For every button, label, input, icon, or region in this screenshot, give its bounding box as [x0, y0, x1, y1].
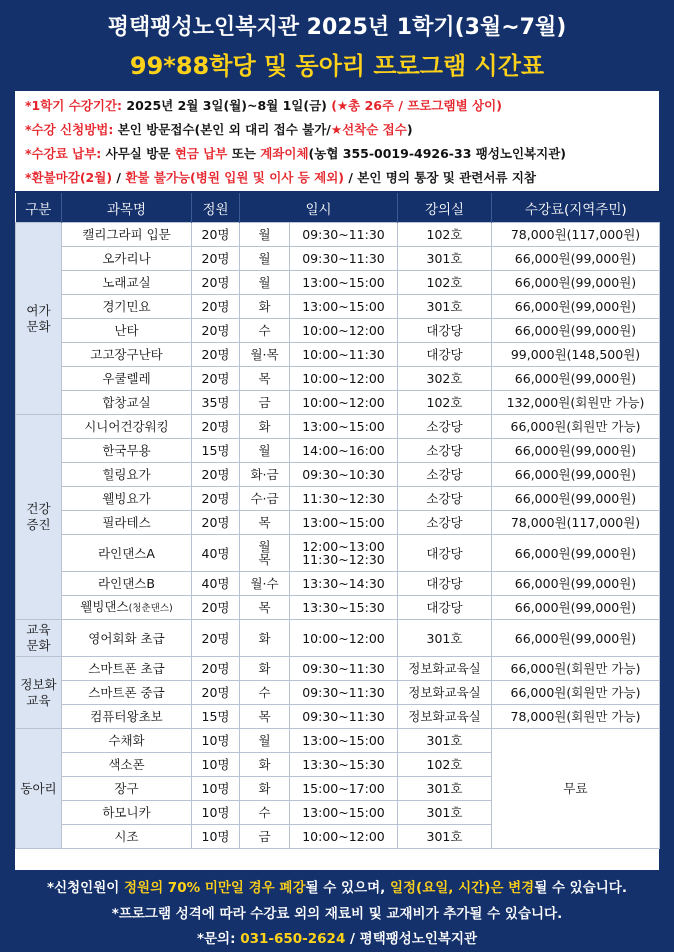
fee-cell: 66,000원(99,000원): [492, 367, 660, 391]
capacity-cell: 20명: [192, 620, 240, 657]
capacity-cell: 20명: [192, 657, 240, 681]
time-cell: 09:30~10:30: [290, 463, 398, 487]
time-cell: 13:00~15:00: [290, 801, 398, 825]
subject-cell: 색소폰: [62, 753, 192, 777]
table-row: [16, 681, 660, 705]
subject-cell: 컴퓨터왕초보: [62, 705, 192, 729]
room-cell: 소강당: [398, 439, 492, 463]
fee-cell: 66,000원(99,000원): [492, 572, 660, 596]
time-cell: 09:30~11:30: [290, 657, 398, 681]
room-cell: 301호: [398, 777, 492, 801]
subject-cell: 웰빙요가: [62, 487, 192, 511]
time-cell: 10:00~11:30: [290, 343, 398, 367]
table-row: [16, 705, 660, 729]
day-cell: 화: [240, 295, 290, 319]
table-row: [16, 223, 660, 247]
subject-cell: 한국무용: [62, 439, 192, 463]
room-cell: 102호: [398, 223, 492, 247]
capacity-cell: 40명: [192, 572, 240, 596]
footer-notice-materials: *프로그램 성격에 따라 수강료 외의 재료비 및 교재비가 추가될 수 있습니다.: [111, 906, 563, 922]
time-cell: 12:00~13:00 11:30~12:30: [290, 535, 398, 572]
footer-contact-phone: 031-650-2624: [240, 931, 346, 947]
day-cell: 월: [240, 439, 290, 463]
day-cell: 목: [240, 705, 290, 729]
room-cell: 소강당: [398, 511, 492, 535]
table-row: [16, 657, 660, 681]
subject-cell: 노래교실: [62, 271, 192, 295]
table-row: [16, 729, 660, 753]
fee-cell: 66,000원(99,000원): [492, 319, 660, 343]
capacity-cell: 15명: [192, 705, 240, 729]
subject-cell: 합창교실: [62, 391, 192, 415]
info-apply-label: *수강 신청방법:: [25, 122, 118, 137]
header-subject: 과목명: [62, 193, 192, 223]
subject-cell: 필라테스: [62, 511, 192, 535]
capacity-cell: 20명: [192, 596, 240, 620]
table-header-row: [16, 193, 660, 223]
room-cell: 대강당: [398, 572, 492, 596]
room-cell: 301호: [398, 295, 492, 319]
subject-cell: 영어회화 초급: [62, 620, 192, 657]
room-cell: 301호: [398, 247, 492, 271]
day-cell: 수: [240, 801, 290, 825]
capacity-cell: 20명: [192, 681, 240, 705]
fee-cell: 78,000원(회원만 가능): [492, 705, 660, 729]
time-cell: 09:30~11:30: [290, 705, 398, 729]
table-row: [16, 271, 660, 295]
day-cell: 금: [240, 825, 290, 849]
table-row: [16, 391, 660, 415]
fee-cell: 66,000원(회원만 가능): [492, 415, 660, 439]
category-cell: 동아리: [16, 729, 62, 849]
day-cell: 목: [240, 596, 290, 620]
fee-cell: 무료: [492, 729, 660, 849]
table-row: [16, 367, 660, 391]
footer: [0, 872, 674, 952]
room-cell: 대강당: [398, 535, 492, 572]
room-cell: 소강당: [398, 415, 492, 439]
subject-cell: 시조: [62, 825, 192, 849]
time-cell: 09:30~11:30: [290, 247, 398, 271]
time-cell: 13:00~15:00: [290, 511, 398, 535]
time-cell: 09:30~11:30: [290, 223, 398, 247]
subject-cell: 라인댄스A: [62, 535, 192, 572]
header-schedule: 일시: [240, 193, 398, 223]
info-apply-value: 본인 방문접수(본인 외 대리 접수 불가/: [117, 122, 331, 137]
day-cell: 월: [240, 223, 290, 247]
room-cell: 302호: [398, 367, 492, 391]
category-cell: 건강 증진: [16, 415, 62, 620]
capacity-cell: 20명: [192, 343, 240, 367]
subject-cell: 웰빙댄스(청춘댄스): [62, 596, 192, 620]
info-payment: [25, 144, 566, 162]
footer-notice-cancel-c: 될 수 있으며,: [305, 880, 390, 896]
info-payment-account: (농협 355-0019-4926-33 팽성노인복지관): [308, 146, 566, 161]
room-cell: 정보화교육실: [398, 657, 492, 681]
day-cell: 월·목: [240, 343, 290, 367]
room-cell: 301호: [398, 620, 492, 657]
fee-cell: 66,000원(99,000원): [492, 596, 660, 620]
capacity-cell: 20명: [192, 295, 240, 319]
footer-notice-cancel-a: *신청인원이: [47, 880, 124, 896]
fee-cell: 66,000원(99,000원): [492, 535, 660, 572]
time-cell: 10:00~12:00: [290, 319, 398, 343]
fee-cell: 66,000원(회원만 가능): [492, 657, 660, 681]
fee-cell: 78,000원(117,000원): [492, 511, 660, 535]
capacity-cell: 40명: [192, 535, 240, 572]
subject-cell: 하모니카: [62, 801, 192, 825]
day-cell: 화: [240, 657, 290, 681]
header-category: 구분: [16, 193, 62, 223]
info-payment-or: 또는: [227, 146, 261, 161]
capacity-cell: 20명: [192, 319, 240, 343]
info-apply-close: ): [406, 122, 413, 137]
table-row: [16, 415, 660, 439]
time-cell: 13:30~15:30: [290, 753, 398, 777]
room-cell: 소강당: [398, 463, 492, 487]
subject-cell: 시니어건강워킹: [62, 415, 192, 439]
time-cell: 13:30~15:30: [290, 596, 398, 620]
room-cell: 정보화교육실: [398, 681, 492, 705]
table-row: [16, 247, 660, 271]
subject-cell: 고고장구난타: [62, 343, 192, 367]
subject-cell: 오카리나: [62, 247, 192, 271]
info-refund-impossible: 환불 불가능(병원 입원 및 이사 등 제외): [125, 170, 344, 185]
time-cell: 13:30~14:30: [290, 572, 398, 596]
footer-contact-org: / 평택팽성노인복지관: [345, 931, 478, 947]
subject-cell: 스마트폰 중급: [62, 681, 192, 705]
fee-cell: 66,000원(99,000원): [492, 487, 660, 511]
info-payment-transfer: 계좌이체: [260, 146, 309, 161]
table-row: [16, 511, 660, 535]
header-capacity: 정원: [192, 193, 240, 223]
footer-contact: [0, 927, 674, 947]
info-apply-note: ★선착순 접수: [330, 122, 407, 137]
table-row: [16, 572, 660, 596]
time-cell: 10:00~12:00: [290, 620, 398, 657]
capacity-cell: 35명: [192, 391, 240, 415]
time-cell: 13:00~15:00: [290, 271, 398, 295]
table-row: [16, 535, 660, 572]
info-period-value: 2025년 2월 3일(월)~8월 1일(금): [126, 98, 332, 113]
fee-cell: 66,000원(99,000원): [492, 295, 660, 319]
time-cell: 14:00~16:00: [290, 439, 398, 463]
info-box: [15, 91, 659, 191]
fee-cell: 78,000원(117,000원): [492, 223, 660, 247]
fee-cell: 66,000원(99,000원): [492, 247, 660, 271]
subject-cell: 스마트폰 초급: [62, 657, 192, 681]
time-cell: 15:00~17:00: [290, 777, 398, 801]
header: [0, 0, 674, 88]
day-cell: 수·금: [240, 487, 290, 511]
info-period: [25, 96, 502, 114]
schedule-table: [15, 193, 660, 849]
capacity-cell: 10명: [192, 729, 240, 753]
capacity-cell: 10명: [192, 753, 240, 777]
title-line2: 99*88학당 및 동아리 프로그램 시간표: [129, 52, 545, 80]
fee-cell: 66,000원(회원만 가능): [492, 681, 660, 705]
day-cell: 월: [240, 247, 290, 271]
table-row: [16, 319, 660, 343]
room-cell: 102호: [398, 753, 492, 777]
day-cell: 화: [240, 753, 290, 777]
capacity-cell: 20명: [192, 247, 240, 271]
day-cell: 금: [240, 391, 290, 415]
time-cell: 10:00~12:00: [290, 391, 398, 415]
fee-cell: 66,000원(99,000원): [492, 271, 660, 295]
subject-cell: 우쿨렐레: [62, 367, 192, 391]
fee-cell: 66,000원(99,000원): [492, 439, 660, 463]
fee-cell: 99,000원(148,500원): [492, 343, 660, 367]
subject-cell: 수채화: [62, 729, 192, 753]
day-cell: 화: [240, 777, 290, 801]
fee-cell: 132,000원(회원만 가능): [492, 391, 660, 415]
subject-note: (청춘댄스): [128, 603, 173, 614]
category-cell: 정보화 교육: [16, 657, 62, 729]
fee-cell: 66,000원(99,000원): [492, 620, 660, 657]
footer-notice-cancel-d: 일정(요일, 시간)은 변경: [389, 880, 535, 896]
room-cell: 대강당: [398, 596, 492, 620]
table-row: [16, 596, 660, 620]
header-room: 강의실: [398, 193, 492, 223]
table-row: [16, 343, 660, 367]
room-cell: 대강당: [398, 319, 492, 343]
capacity-cell: 20명: [192, 463, 240, 487]
subject-cell: 장구: [62, 777, 192, 801]
day-cell: 월 목: [240, 535, 290, 572]
room-cell: 소강당: [398, 487, 492, 511]
time-cell: 13:00~15:00: [290, 729, 398, 753]
capacity-cell: 20명: [192, 223, 240, 247]
room-cell: 정보화교육실: [398, 705, 492, 729]
info-refund-deadline: *환불마감(2월): [25, 170, 113, 185]
table-row: [16, 487, 660, 511]
day-cell: 화: [240, 415, 290, 439]
subject-cell: 힐링요가: [62, 463, 192, 487]
capacity-cell: 20명: [192, 511, 240, 535]
day-cell: 수: [240, 319, 290, 343]
time-cell: 10:00~12:00: [290, 367, 398, 391]
capacity-cell: 20명: [192, 271, 240, 295]
info-payment-cash: 현금 납부: [174, 146, 228, 161]
subject-cell: 경기민요: [62, 295, 192, 319]
info-payment-label: *수강료 납부:: [25, 146, 106, 161]
capacity-cell: 20명: [192, 487, 240, 511]
info-period-note: (★총 26주 / 프로그램별 상이): [331, 98, 502, 113]
title-line1: 평택팽성노인복지관 2025년 1학기(3월~7월): [107, 15, 567, 40]
info-apply: [25, 120, 413, 138]
info-period-label: *1학기 수강기간:: [25, 98, 127, 113]
category-cell: 교육 문화: [16, 620, 62, 657]
day-cell: 화: [240, 620, 290, 657]
day-cell: 수: [240, 681, 290, 705]
capacity-cell: 20명: [192, 367, 240, 391]
time-cell: 09:30~11:30: [290, 681, 398, 705]
time-cell: 13:00~15:00: [290, 415, 398, 439]
table-row: [16, 439, 660, 463]
time-cell: 13:00~15:00: [290, 295, 398, 319]
time-cell: 11:30~12:30: [290, 487, 398, 511]
header-fee: 수강료(지역주민): [492, 193, 660, 223]
room-cell: 대강당: [398, 343, 492, 367]
table-row: [16, 295, 660, 319]
day-cell: 목: [240, 511, 290, 535]
table-row: [16, 620, 660, 657]
room-cell: 301호: [398, 825, 492, 849]
footer-notice-cancel-e: 될 수 있습니다.: [534, 880, 627, 896]
fee-cell: 66,000원(99,000원): [492, 463, 660, 487]
time-cell: 10:00~12:00: [290, 825, 398, 849]
capacity-cell: 10명: [192, 825, 240, 849]
room-cell: 301호: [398, 729, 492, 753]
table-body: [16, 223, 660, 849]
capacity-cell: 10명: [192, 777, 240, 801]
schedule-table-wrap: [15, 193, 659, 870]
room-cell: 102호: [398, 271, 492, 295]
info-refund: [25, 168, 536, 186]
day-cell: 월·수: [240, 572, 290, 596]
subject-cell: 라인댄스B: [62, 572, 192, 596]
table-row: [16, 463, 660, 487]
footer-contact-label: *문의:: [196, 931, 241, 947]
day-cell: 월: [240, 729, 290, 753]
footer-notice-cancel-b: 정원의 70% 미만일 경우 폐강: [123, 880, 306, 896]
day-cell: 목: [240, 367, 290, 391]
room-cell: 102호: [398, 391, 492, 415]
info-refund-sep: /: [112, 170, 126, 185]
day-cell: 화·금: [240, 463, 290, 487]
category-cell: 여가 문화: [16, 223, 62, 415]
room-cell: 301호: [398, 801, 492, 825]
day-cell: 월: [240, 271, 290, 295]
capacity-cell: 15명: [192, 439, 240, 463]
info-payment-visit: 사무실 방문: [105, 146, 175, 161]
subject-cell: 캘리그라피 입문: [62, 223, 192, 247]
capacity-cell: 20명: [192, 415, 240, 439]
capacity-cell: 10명: [192, 801, 240, 825]
footer-notice-cancel: [0, 876, 674, 896]
subject-cell: 난타: [62, 319, 192, 343]
info-refund-docs: / 본인 명의 통장 및 관련서류 지참: [344, 170, 537, 185]
